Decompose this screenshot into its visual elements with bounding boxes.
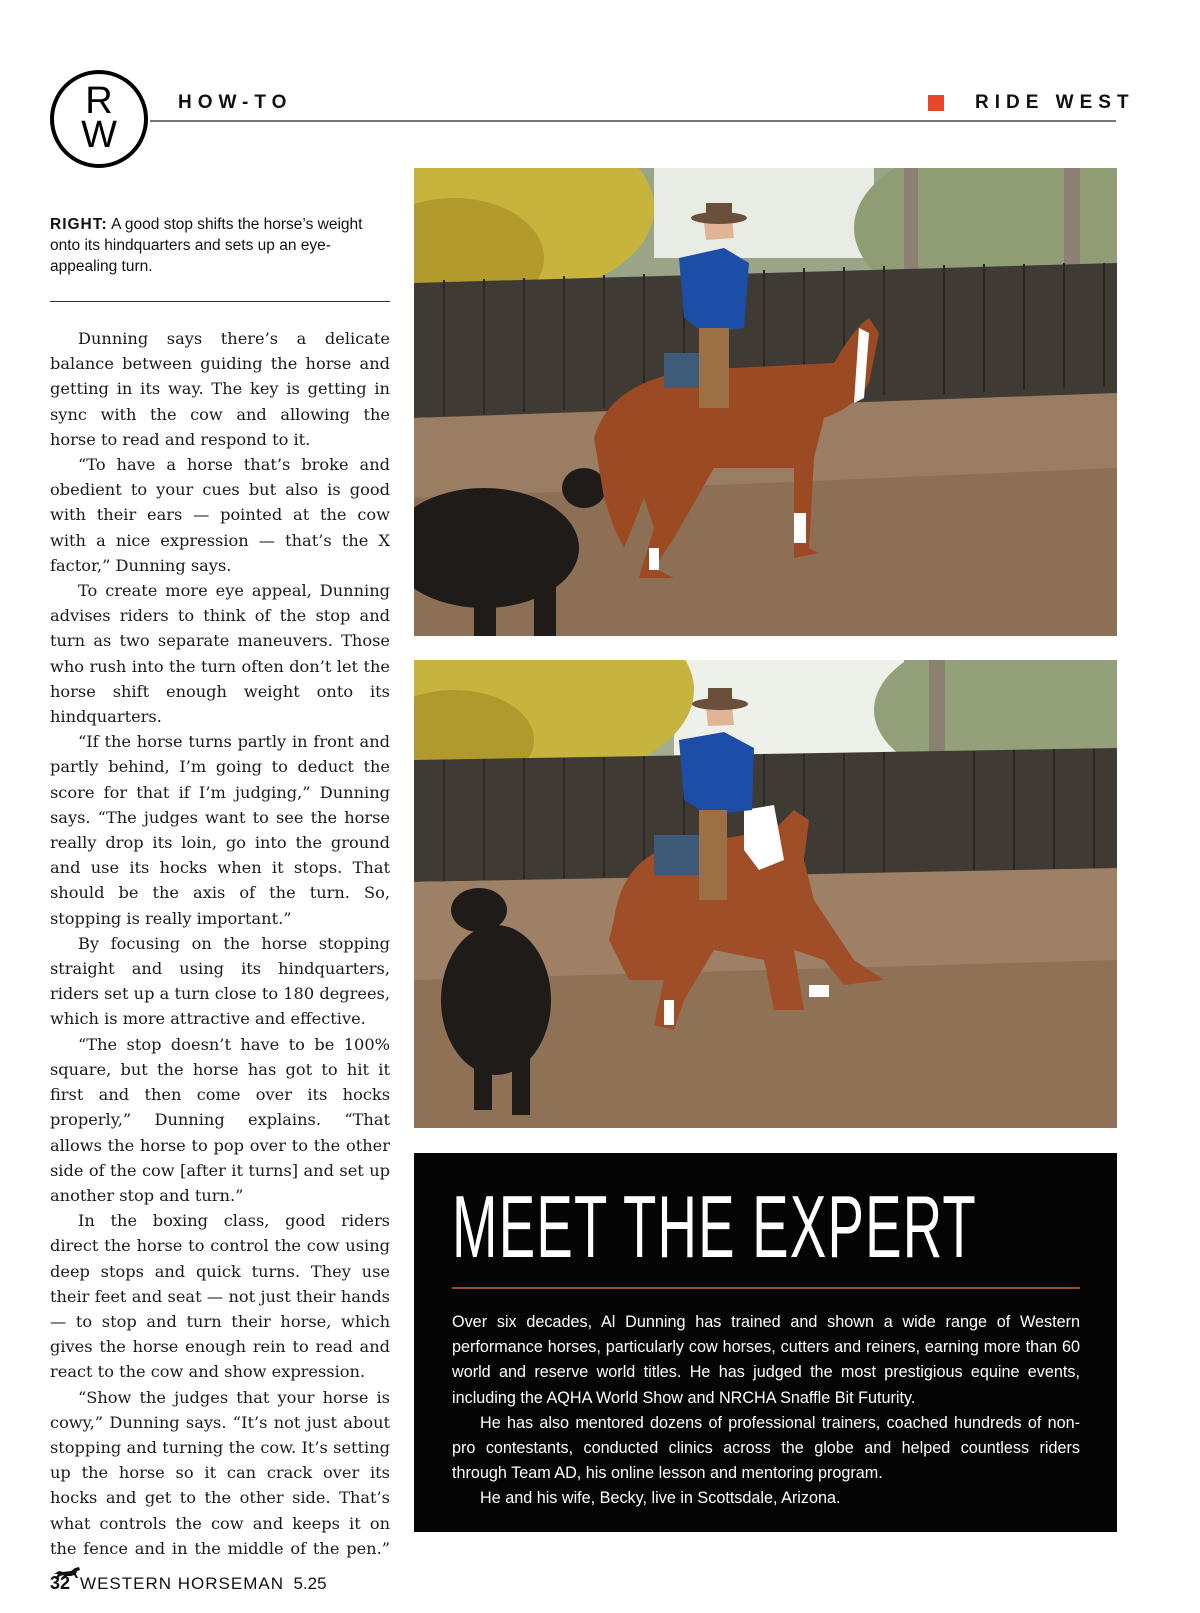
brand-square-icon	[928, 95, 944, 111]
publication-name: WESTERN HORSEMAN	[80, 1574, 284, 1593]
caption-label: RIGHT:	[50, 216, 108, 233]
photo-illustration	[414, 660, 1117, 1128]
photo-rider-stopping	[414, 168, 1117, 636]
body-paragraph: Dunning says there’s a delicate balance between guiding the horse and getting in its way. The key is getting in sync with the cow and allowing the horse to read and respond to it.	[50, 329, 390, 449]
body-paragraph: To create more eye appeal, Dunning advises riders to think of the stop and turn as two separate maneuvers. Those who rush into the turn often don’t let the horse shift enough weight onto its hindquarters.	[50, 581, 390, 727]
caption-rule	[50, 301, 390, 302]
rw-logo	[50, 70, 148, 168]
expert-paragraph: Over six decades, Al Dunning has trained and shown a wide range of Western performance horses, particularly cow horses, cutters and reiners, earning more than 60 world and reserve world titles. He has judged the most prestigious equine events, including the AQHA World Show and NRCHA Snaffle Bit Futurity.	[452, 1313, 1080, 1407]
body-paragraph: “The stop doesn’t have to be 100% square, but the horse has got to hit it first and then come over its hocks properly,” Dunning explains. “That allows the horse to pop over to the other side of the cow [after it turns] and set up another stop and turn.”	[50, 1034, 390, 1205]
meet-the-expert-box	[414, 1153, 1117, 1532]
article-body	[50, 326, 390, 1586]
photo-illustration	[414, 168, 1117, 636]
issue-number: 5.25	[293, 1574, 327, 1593]
logo-letter-w: W	[81, 114, 117, 156]
body-paragraph-last	[50, 1385, 390, 1587]
logo-letter-r: R	[85, 80, 113, 122]
body-paragraph: “To have a horse that’s broke and obedient to your cues but also is good with their ears — pointed at the cow with a nice expression — that’s the X factor,” Dunning says.	[50, 455, 390, 575]
header-rule	[150, 120, 1116, 122]
page-folio	[50, 1573, 327, 1594]
section-label: HOW-TO	[178, 92, 293, 113]
expert-paragraph: He and his wife, Becky, live in Scottsdale, Arizona.	[480, 1489, 841, 1508]
expert-title: MEET THE EXPERT	[452, 1177, 977, 1276]
expert-bio	[452, 1310, 1080, 1512]
body-paragraph: By focusing on the horse stopping straight and using its hindquarters, riders set up a turn close to 180 degrees, which is more attractive and effective.	[50, 933, 390, 1029]
expert-rule	[452, 1287, 1080, 1289]
photo-caption	[50, 214, 390, 277]
expert-paragraph: He has also mentored dozens of professional trainers, coached hundreds of non-pro contestants, conducted clinics across the globe and helped countless riders through Team AD, his online lesson and mentoring program.	[452, 1413, 1080, 1483]
page-number: 32	[50, 1573, 71, 1593]
body-paragraph: In the boxing class, good riders direct the horse to control the cow using deep stops and quick turns. They use their feet and seat — not just their hands — to stop and turn their horse, which gives the horse enough rein to read and react to the cow and show expression.	[50, 1211, 390, 1382]
photo-rider-turning	[414, 660, 1117, 1128]
brand-label: RIDE WEST	[975, 92, 1135, 113]
body-paragraph: “If the horse turns partly in front and partly behind, I’m going to deduct the score for that if I’m judging,” Dunning says. “The judges want to see the horse really drop its loin, go into the ground and use its hocks when it stops. That should be the axis of the turn. So, stopping is really important.”	[50, 732, 390, 928]
body-paragraph-text: “Show the judges that your horse is cowy,” Dunning says. “It’s not just about stopping and turning the cow. It’s setting up the horse so it can crack over its hocks and get to the other side. That’s what controls the cow and keeps it on the fence and in the middle of the pen.”	[50, 1387, 390, 1558]
caption-text: A good stop shifts the horse’s weight onto its hindquarters and sets up an eye-appealing turn.	[50, 216, 363, 275]
